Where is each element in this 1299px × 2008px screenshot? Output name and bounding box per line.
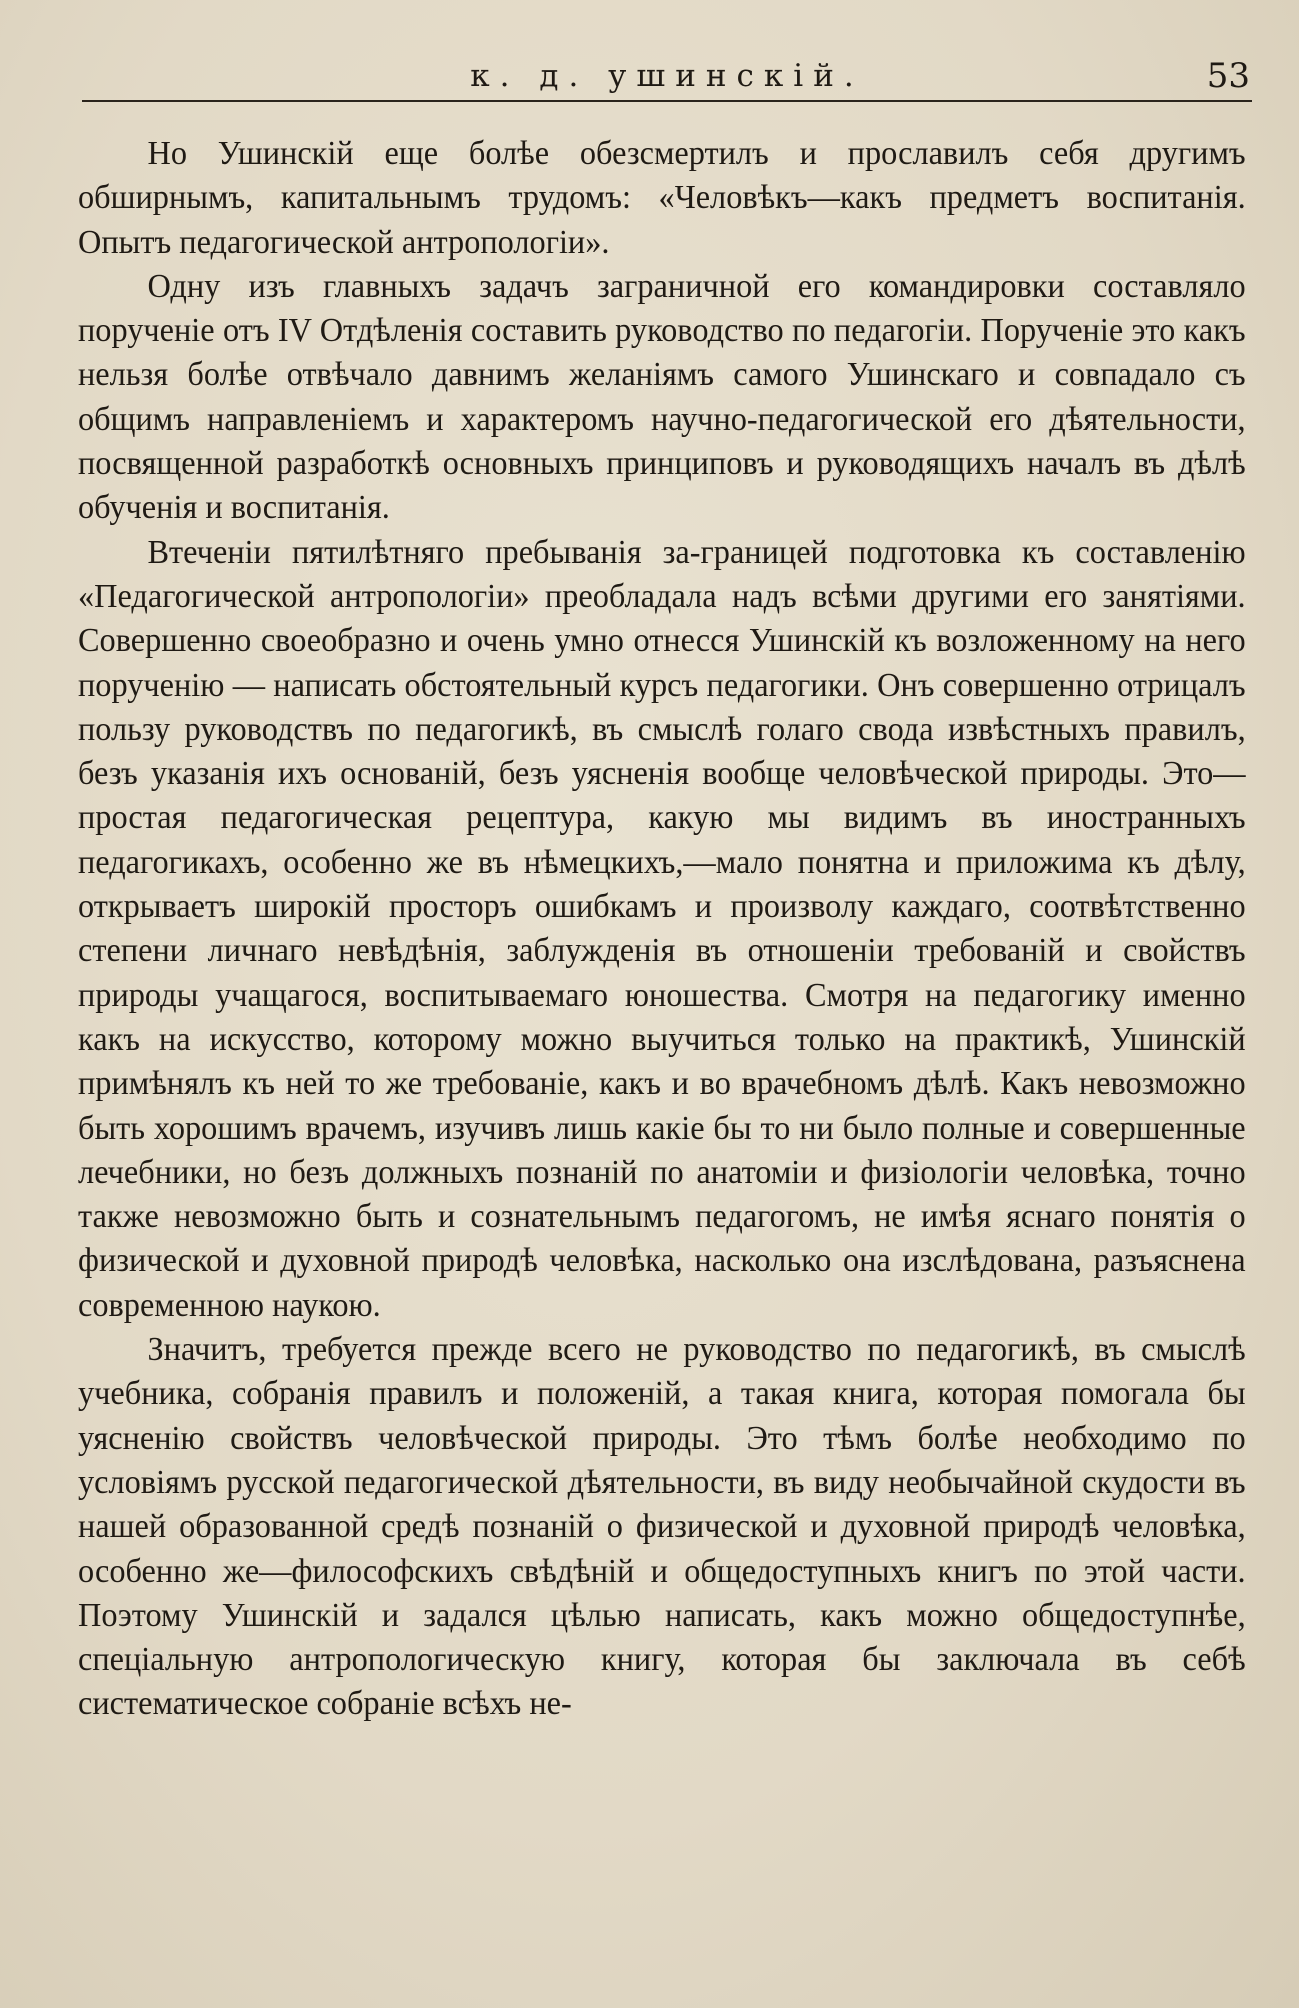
paragraph: Но Ушинскій еще болѣе обезсмертилъ и прославилъ себя другимъ обширнымъ, капитальнымъ трудомъ: «Человѣкъ—какъ предметъ воспитанія. Опытъ педагогической антропологіи». [78, 135, 1246, 261]
page-number: 53 [1206, 56, 1250, 96]
page-header [82, 56, 1252, 102]
running-title: к. д. ушинскій. [470, 58, 864, 94]
body-text [78, 132, 1246, 1727]
paragraph: Значитъ, требуется прежде всего не руководство по педагогикѣ, въ смыслѣ учебника, собранія правилъ и положеній, а такая книга, которая помогала бы уясненію свойствъ человѣческой природы. Это тѣмъ болѣе необходимо по условіямъ русской педагогической дѣятельности, въ виду необычайной скудости въ нашей образованной средѣ познаній о физической и духовной природѣ человѣка, особенно же—философскихъ свѣдѣній и общедоступныхъ книгъ по этой части. Поэтому Ушинскій и задался цѣлью написать, какъ можно общедоступнѣе, спеціальную антропологическую книгу, которая бы заключала въ себѣ систематическое собраніе всѣхъ не- [78, 1331, 1246, 1723]
paragraph: Одну изъ главныхъ задачъ заграничной его командировки составляло порученіе отъ IV Отдѣленія составить руководство по педагогіи. Порученіе это какъ нельзя болѣе отвѣчало давнимъ желаніямъ самого Ушинскаго и совпадало съ общимъ направленіемъ и характеромъ научно-педагогической его дѣятельности, посвященной разработкѣ основныхъ принциповъ и руководящихъ началъ въ дѣлѣ обученія и воспитанія. [78, 267, 1246, 527]
paragraph: Втеченіи пятилѣтняго пребыванія за-границей подготовка къ составленію «Педагогической антропологіи» преобладала надъ всѣми другими его занятіями. Совершенно своеобразно и очень умно отнесся Ушинскій къ возложенному на него порученію — написать обстоятельный курсъ педагогики. Онъ совершенно отрицалъ пользу руководствъ по педагогикѣ, въ смыслѣ голаго свода извѣстныхъ правилъ, безъ указанія ихъ основаній, безъ уясненія вообще человѣческой природы. Это—простая педагогическая рецептура, какую мы видимъ въ иностранныхъ педагогикахъ, особенно же въ нѣмецкихъ,—мало понятна и приложима къ дѣлу, открываетъ широкій просторъ ошибкамъ и произволу каждаго, соотвѣтственно степени личнаго невѣдѣнія, заблужденія въ отношеніи требованій и свойствъ природы учащагося, воспитываемаго юношества. Смотря на педагогику именно какъ на искусство, которому можно выучиться только на практикѣ, Ушинскій примѣнялъ къ ней то же требованіе, какъ и во врачебномъ дѣлѣ. Какъ невозможно быть хорошимъ врачемъ, изучивъ лишь какіе бы то ни было полные и совершенные лечебники, но безъ должныхъ познаній по анатоміи и физіологіи человѣка, точно также невозможно быть и сознательнымъ педагогомъ, не имѣя яснаго понятія о физической и духовной природѣ человѣка, насколько она изслѣдована, разъяснена современною наукою. [78, 533, 1246, 1324]
